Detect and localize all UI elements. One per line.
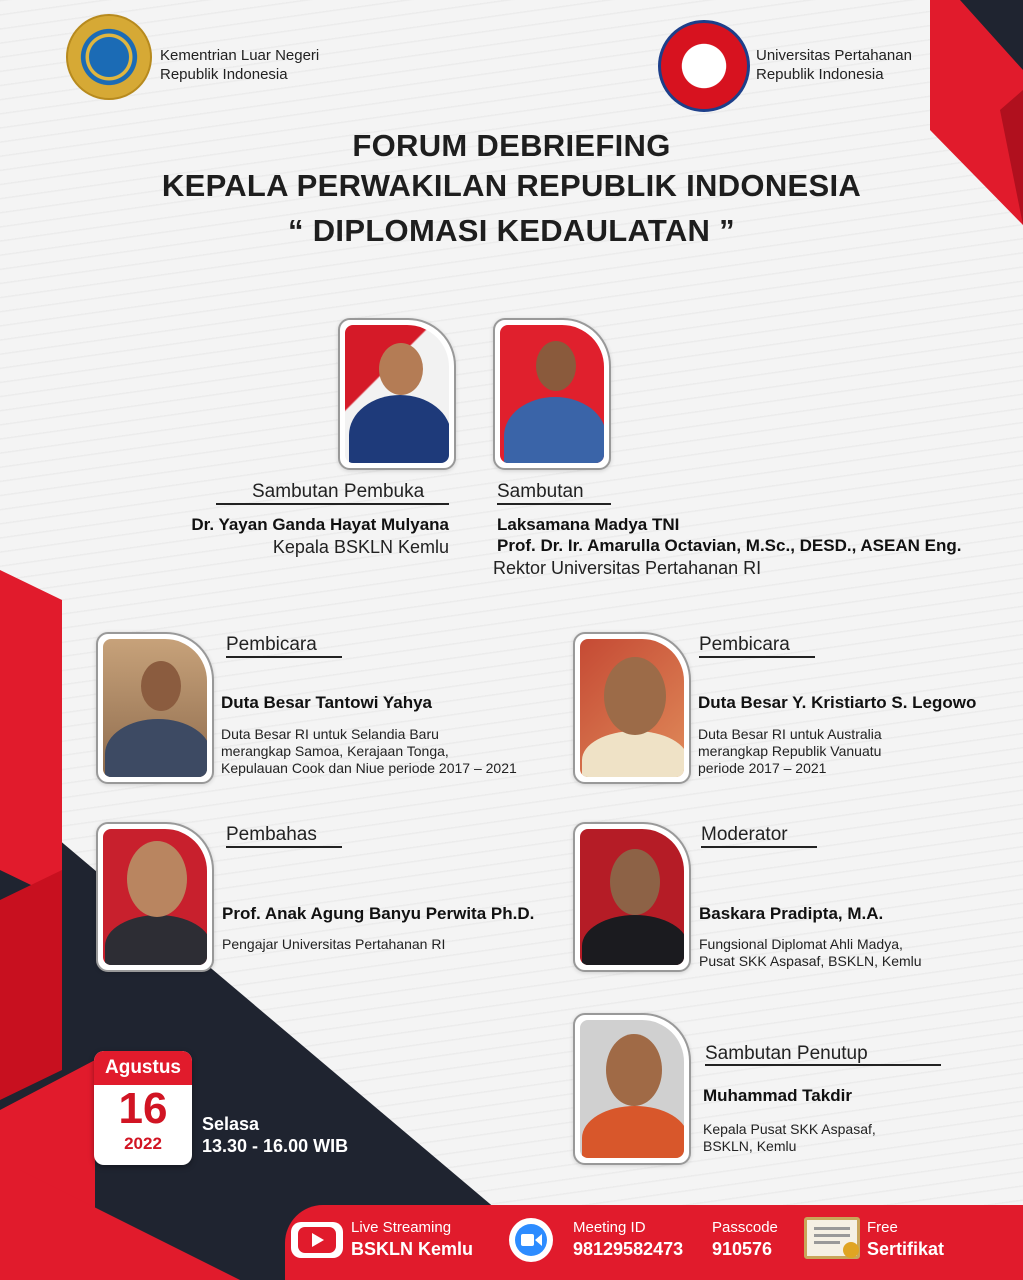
kemlu-line1: Kementrian Luar Negeri bbox=[160, 47, 320, 64]
stream-label: Live Streaming bbox=[351, 1219, 452, 1236]
welcome-photo bbox=[493, 318, 611, 470]
speaker2-desc2: merangkap Republik Vanuatu bbox=[698, 743, 882, 759]
kemlu-line2: Republik Indonesia bbox=[160, 66, 288, 83]
unhan-logo bbox=[658, 20, 750, 112]
speaker2-name: Duta Besar Y. Kristiarto S. Legowo bbox=[698, 693, 977, 712]
cert-label: Free bbox=[867, 1219, 898, 1236]
certificate-icon bbox=[804, 1217, 860, 1259]
welcome-name-line2: Prof. Dr. Ir. Amarulla Octavian, M.Sc., DESD., ASEAN Eng. bbox=[497, 536, 962, 555]
discussant-desc: Pengajar Universitas Pertahanan RI bbox=[222, 936, 446, 952]
speaker2-role bbox=[699, 634, 790, 658]
event-weekday: Selasa bbox=[202, 1114, 260, 1134]
youtube-icon[interactable] bbox=[291, 1222, 343, 1258]
calendar-year: 2022 bbox=[124, 1134, 162, 1153]
closing-desc2: BSKLN, Kemlu bbox=[703, 1138, 797, 1154]
closing-role-underline bbox=[705, 1064, 941, 1066]
welcome-role-label: Sambutan bbox=[497, 481, 584, 502]
speaker2-role-label: Pembicara bbox=[699, 634, 790, 655]
speaker1-role-underline bbox=[226, 656, 342, 658]
title-line2: KEPALA PERWAKILAN REPUBLIK INDONESIA bbox=[161, 168, 862, 203]
discussant-name: Prof. Anak Agung Banyu Perwita Ph.D. bbox=[222, 904, 535, 923]
opening-role bbox=[252, 481, 424, 505]
speaker1-name: Duta Besar Tantowi Yahya bbox=[221, 693, 432, 712]
welcome-role bbox=[497, 481, 584, 505]
discussant-role-underline bbox=[226, 846, 342, 848]
speaker1-photo bbox=[96, 632, 214, 784]
moderator-photo bbox=[573, 822, 691, 972]
speaker2-desc1: Duta Besar RI untuk Australia bbox=[698, 726, 882, 742]
stream-value[interactable]: BSKLN Kemlu bbox=[351, 1239, 474, 1259]
unhan-name bbox=[756, 46, 912, 84]
moderator-role-underline bbox=[701, 846, 817, 848]
title-line3: “ DIPLOMASI KEDAULATAN ” bbox=[288, 213, 735, 248]
opening-role-underline bbox=[216, 503, 449, 505]
closing-desc1: Kepala Pusat SKK Aspasaf, bbox=[703, 1121, 876, 1137]
speaker1-desc1: Duta Besar RI untuk Selandia Baru bbox=[221, 726, 439, 742]
moderator-desc2: Pusat SKK Aspasaf, BSKLN, Kemlu bbox=[699, 953, 922, 969]
moderator-role-label: Moderator bbox=[701, 824, 788, 845]
cert-value: Sertifikat bbox=[867, 1239, 945, 1259]
meeting-value: 98129582473 bbox=[573, 1239, 684, 1259]
unhan-line2: Republik Indonesia bbox=[756, 66, 884, 83]
kemlu-logo bbox=[66, 14, 152, 100]
welcome-role-underline bbox=[497, 503, 611, 505]
welcome-desc: Rektor Universitas Pertahanan RI bbox=[493, 558, 762, 578]
opening-role-label: Sambutan Pembuka bbox=[252, 481, 425, 502]
speaker1-desc3: Kepulauan Cook dan Niue periode 2017 – 2021 bbox=[221, 760, 517, 776]
event-time: 13.30 - 16.00 WIB bbox=[202, 1136, 349, 1156]
discussant-photo bbox=[96, 822, 214, 972]
moderator-role bbox=[701, 824, 788, 848]
opening-desc: Kepala BSKLN Kemlu bbox=[272, 537, 449, 557]
moderator-name: Baskara Pradipta, M.A. bbox=[699, 904, 884, 923]
welcome-name-line1: Laksamana Madya TNI bbox=[497, 515, 680, 534]
speaker2-desc3: periode 2017 – 2021 bbox=[698, 760, 827, 776]
speaker1-role-label: Pembicara bbox=[226, 634, 317, 655]
meeting-label: Meeting ID bbox=[573, 1219, 646, 1236]
speaker2-photo bbox=[573, 632, 691, 784]
opening-photo bbox=[338, 318, 456, 470]
moderator-desc1: Fungsional Diplomat Ahli Madya, bbox=[699, 936, 903, 952]
speaker1-role bbox=[226, 634, 317, 658]
calendar-month: Agustus bbox=[94, 1051, 192, 1085]
closing-role-label: Sambutan Penutup bbox=[705, 1043, 868, 1064]
unhan-line1: Universitas Pertahanan bbox=[756, 47, 912, 64]
zoom-icon[interactable] bbox=[509, 1218, 553, 1262]
speaker1-desc2: merangkap Samoa, Kerajaan Tonga, bbox=[221, 743, 449, 759]
title-line1: FORUM DEBRIEFING bbox=[352, 128, 671, 163]
passcode-value: 910576 bbox=[712, 1239, 773, 1259]
calendar-day: 16 bbox=[118, 1084, 168, 1133]
speaker2-role-underline bbox=[699, 656, 815, 658]
opening-name: Dr. Yayan Ganda Hayat Mulyana bbox=[191, 515, 449, 534]
kemlu-name bbox=[160, 46, 319, 84]
closing-photo bbox=[573, 1013, 691, 1165]
calendar-icon bbox=[94, 1051, 192, 1165]
discussant-role bbox=[226, 824, 317, 848]
passcode-label: Passcode bbox=[712, 1219, 778, 1236]
discussant-role-label: Pembahas bbox=[226, 824, 317, 845]
closing-name: Muhammad Takdir bbox=[703, 1086, 852, 1105]
